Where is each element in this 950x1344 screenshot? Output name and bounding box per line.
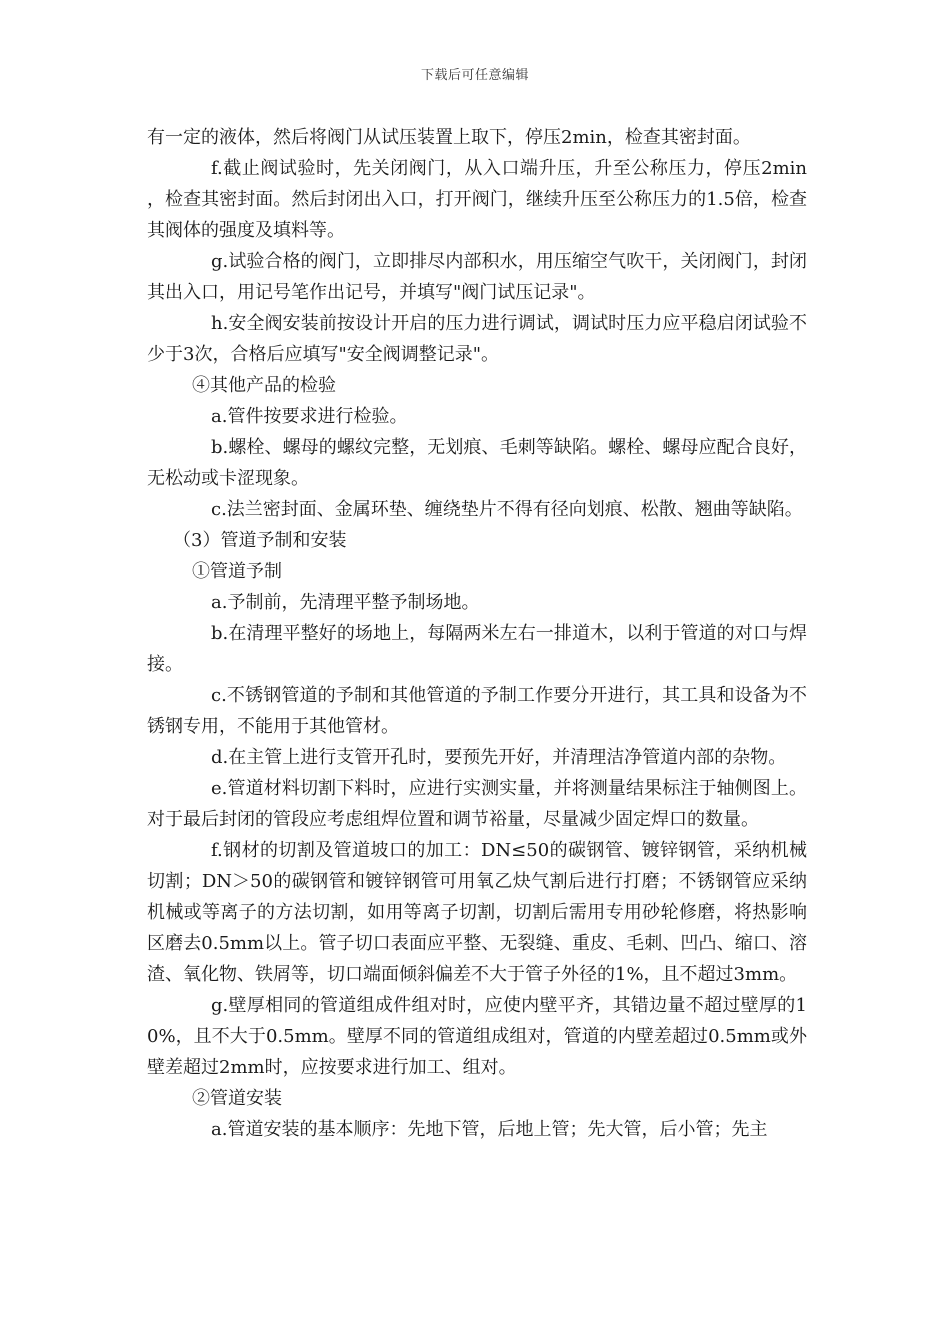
paragraph: g.壁厚相同的管道组成件组对时，应使内壁平齐，其错边量不超过壁厚的10%，且不大于0.5mm。壁厚不同的管道组成组对，管道的内壁差超过0.5mm或外壁差超过2mm时，应按要求进行加工、组对。 [147,995,807,1078]
paragraph: ④其他产品的检验 [192,375,336,396]
paragraph: c.不锈钢管道的予制和其他管道的予制工作要分开进行，其工具和设备为不锈钢专用，不能用于其他管材。 [147,685,807,737]
paragraph: b.在清理平整好的场地上，每隔两米左右一排道木，以利于管道的对口与焊接。 [147,623,807,675]
paragraph: a.予制前，先清理平整予制场地。 [211,592,480,613]
paragraph: 有一定的液体，然后将阀门从试压装置上取下，停压2min，检查其密封面。 [147,127,751,148]
paragraph: c.法兰密封面、金属环垫、缠绕垫片不得有径向划痕、松散、翘曲等缺陷。 [211,499,803,520]
document-body [147,122,807,1145]
paragraph: （3）管道予制和安装 [173,530,347,551]
paragraph: b.螺栓、螺母的螺纹完整，无划痕、毛刺等缺陷。螺栓、螺母应配合良好，无松动或卡涩现象。 [147,437,807,489]
paragraph: f.钢材的切割及管道坡口的加工：DN≤50的碳钢管、镀锌钢管，采纳机械切割；DN＞50的碳钢管和镀锌钢管可用氧乙炔气割后进行打磨；不锈钢管应采纳机械或等离子的方法切割，如用等离子切割，切割后需用专用砂轮修磨，将热影响区磨去0.5mm以上。管子切口表面应平整、无裂缝、重皮、毛刺、凹凸、缩口、溶渣、氧化物、铁屑等，切口端面倾斜偏差不大于管子外径的1%，且不超过3mm。 [147,840,807,985]
paragraph: d.在主管上进行支管开孔时，要预先开好，并清理洁净管道内部的杂物。 [211,747,787,768]
paragraph: ②管道安装 [192,1088,282,1109]
paragraph: a.管道安装的基本顺序：先地下管，后地上管；先大管，后小管；先主 [211,1119,768,1140]
page-header-note: 下载后可任意编辑 [420,68,529,83]
paragraph: a.管件按要求进行检验。 [211,406,408,427]
paragraph: g.试验合格的阀门，立即排尽内部积水，用压缩空气吹干，关闭阀门，封闭其出入口，用记号笔作出记号，并填写"阀门试压记录"。 [147,251,807,303]
paragraph: e.管道材料切割下料时，应进行实测实量，并将测量结果标注于轴侧图上。对于最后封闭的管段应考虑组焊位置和调节裕量，尽量减少固定焊口的数量。 [147,778,807,830]
paragraph: f.截止阀试验时，先关闭阀门，从入口端升压，升至公称压力，停压2min，检查其密封面。然后封闭出入口，打开阀门，继续升压至公称压力的1.5倍，检查其阀体的强度及填料等。 [147,158,807,241]
paragraph: ①管道予制 [192,561,282,582]
paragraph: h.安全阀安装前按设计开启的压力进行调试，调试时压力应平稳启闭试验不少于3次，合格后应填写"安全阀调整记录"。 [147,313,807,365]
